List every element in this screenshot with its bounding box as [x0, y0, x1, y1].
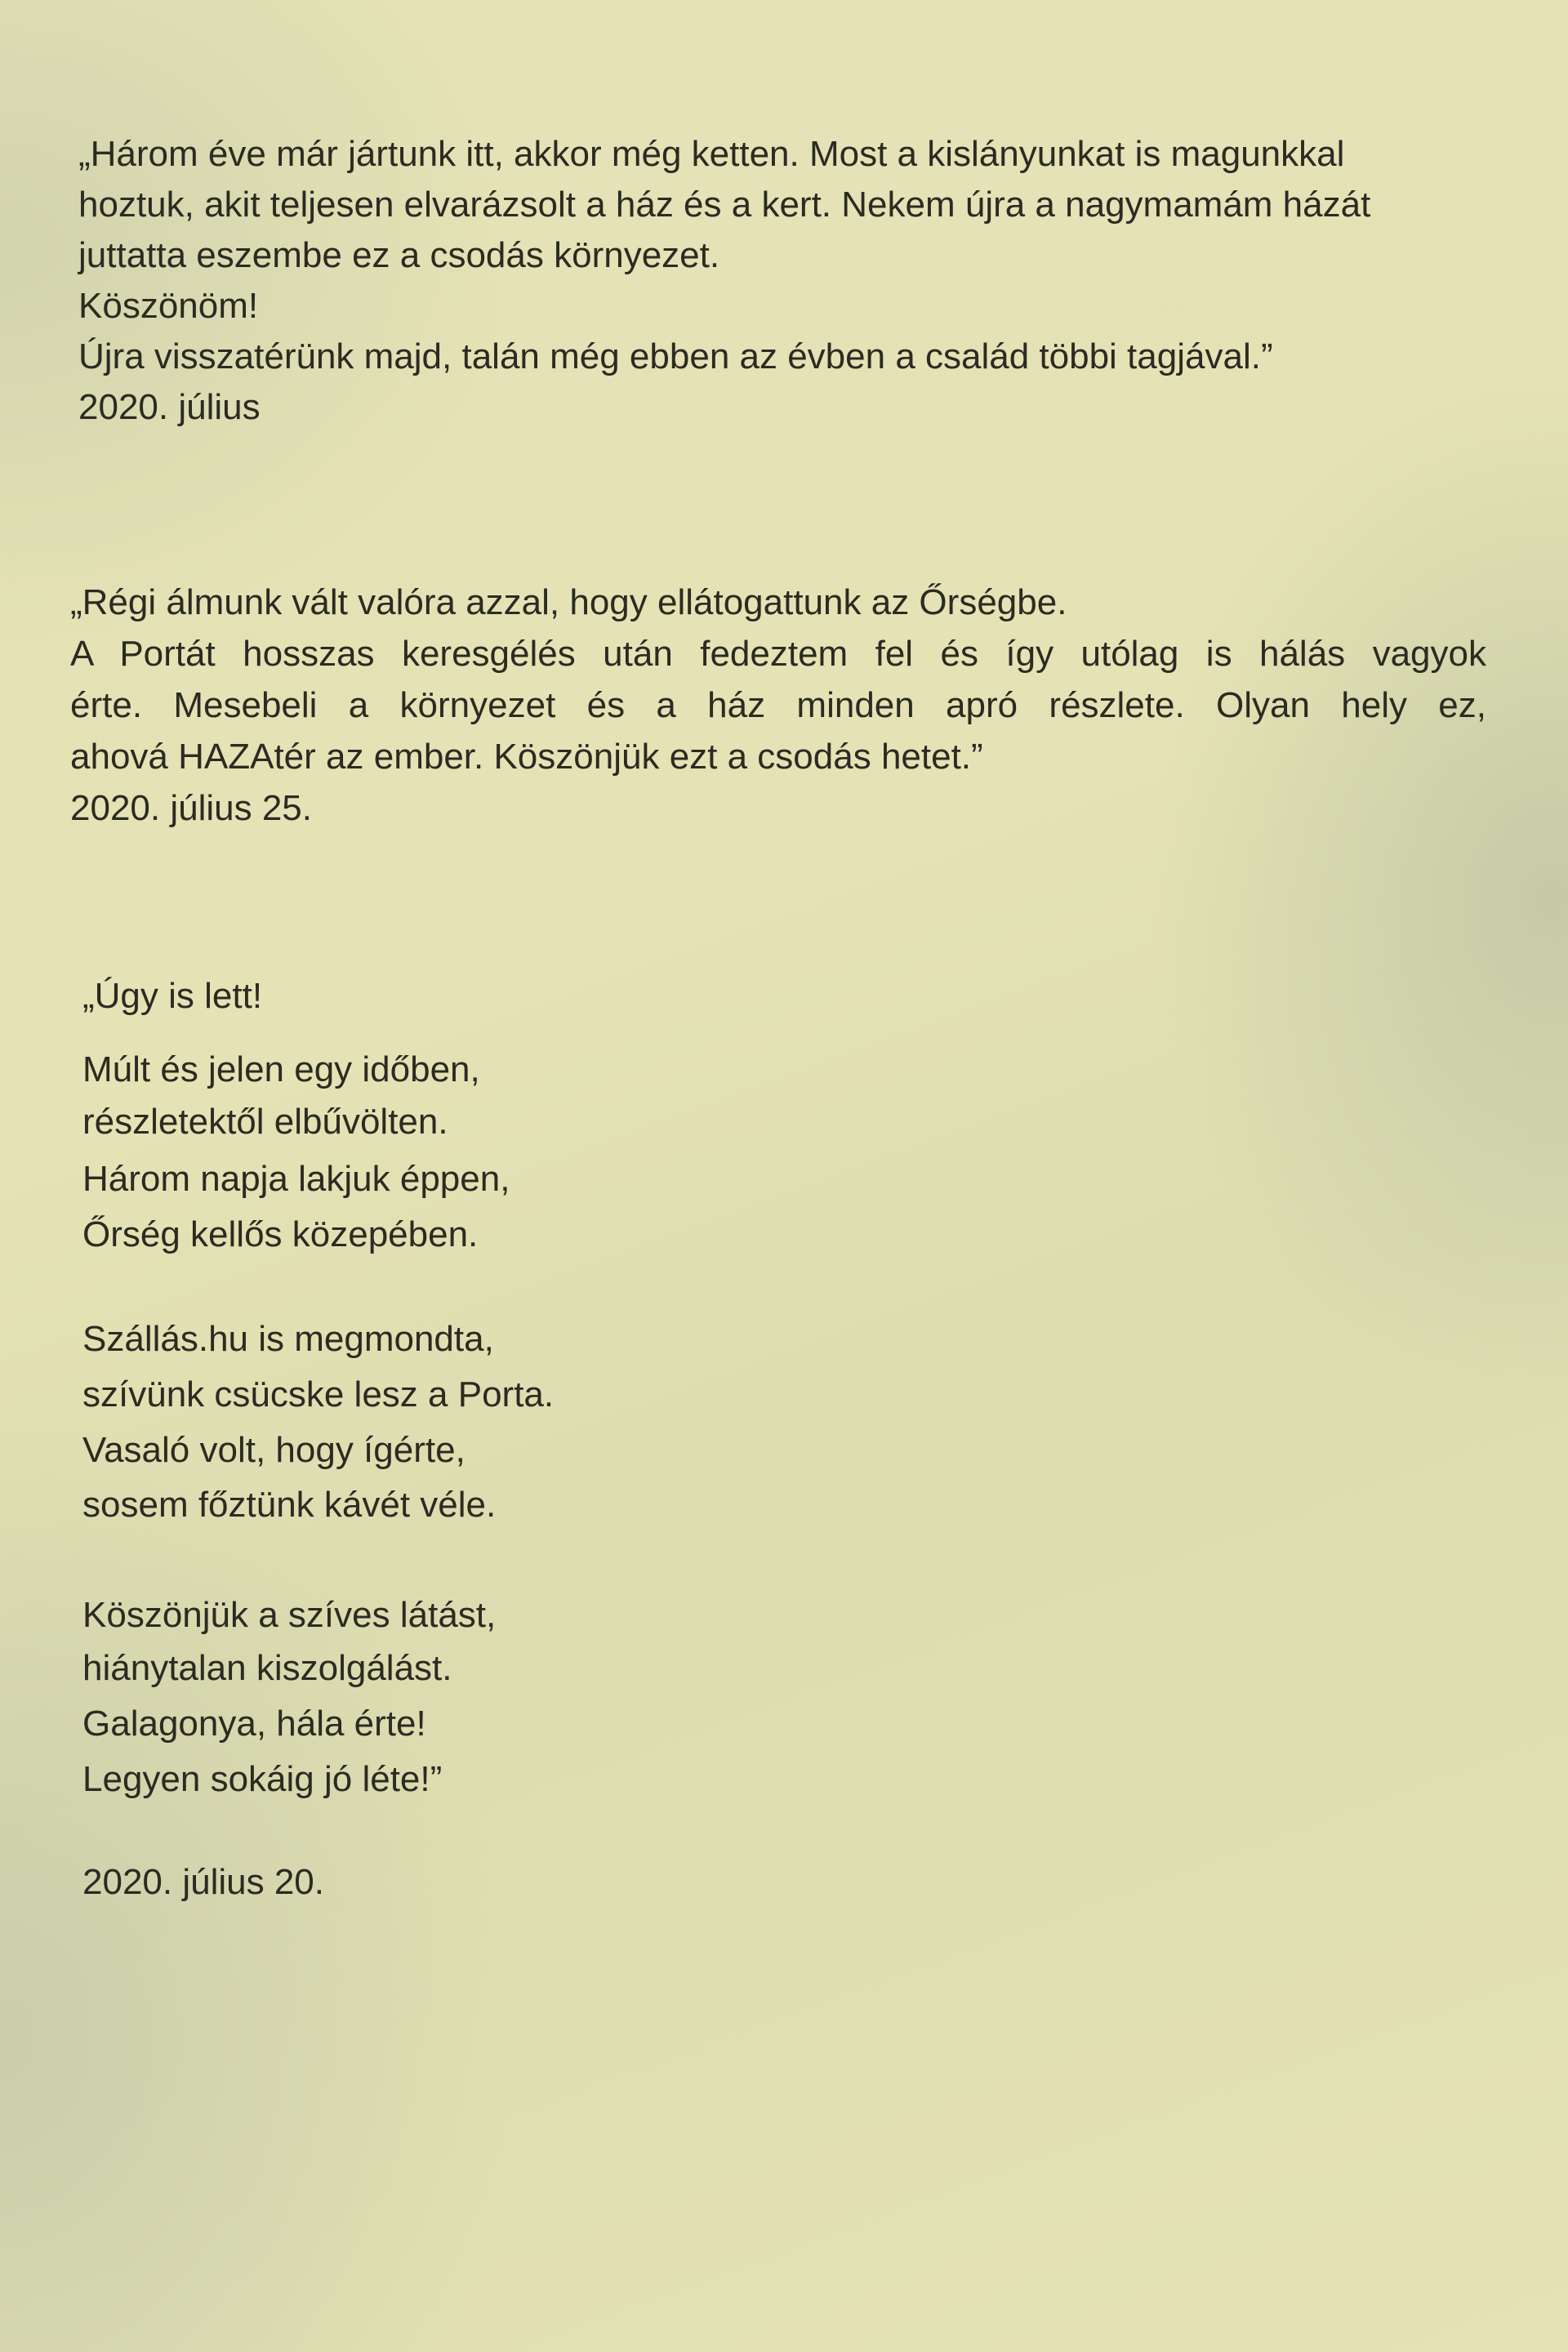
review-text-line: ahová HAZAtér az ember. Köszönjük ezt a csodás hetet.”: [70, 737, 983, 777]
poem-line: részletektől elbűvölten.: [82, 1102, 448, 1142]
review-text-line: hoztuk, akit teljesen elvarázsolt a ház és a kert. Nekem újra a nagymamám házát: [78, 185, 1371, 225]
review-date: 2020. július: [78, 387, 261, 427]
review-1: [78, 129, 1499, 433]
review-text-line: „Régi álmunk vált valóra azzal, hogy ellátogattunk az Őrségbe.: [70, 582, 1067, 622]
review-text-line: Köszönöm!: [78, 286, 259, 326]
poem-line: szívünk csücske lesz a Porta.: [82, 1374, 555, 1414]
review-date: 2020. július 25.: [70, 788, 312, 828]
poem-line: Múlt és jelen egy időben,: [82, 1049, 480, 1089]
poem-line: Legyen sokáig jó léte!”: [82, 1759, 443, 1799]
poem-line: Őrség kellős közepében.: [82, 1214, 479, 1254]
poem-line: Három napja lakjuk éppen,: [82, 1159, 510, 1199]
poem-line: Galagonya, hála érte!: [82, 1704, 426, 1744]
poem-line: Szállás.hu is megmondta,: [82, 1319, 494, 1359]
poem-line: hiánytalan kiszolgálást.: [82, 1648, 452, 1688]
poem-opening: „Úgy is lett!: [82, 976, 263, 1016]
review-text-line: A Portát hosszas keresgélés után fedeztem fel és így utólag is hálás vagyok: [70, 634, 1486, 674]
review-2: [70, 577, 1486, 834]
review-text-line: Újra visszatérünk majd, talán még ebben az évben a család többi tagjával.”: [78, 336, 1273, 376]
review-text-line: érte. Mesebeli a környezet és a ház minden apró részlete. Olyan hely ez,: [70, 685, 1486, 725]
poem-line: Köszönjük a szíves látást,: [82, 1595, 497, 1635]
poem-line: Vasaló volt, hogy ígérte,: [82, 1430, 466, 1470]
review-text-line: „Három éve már jártunk itt, akkor még ketten. Most a kislányunkat is magunkkal: [78, 134, 1345, 174]
review-date: 2020. július 20.: [82, 1862, 324, 1902]
review-text-line: juttatta eszembe ez a csodás környezet.: [78, 235, 720, 275]
poem-line: sosem főztünk kávét véle.: [82, 1485, 497, 1525]
